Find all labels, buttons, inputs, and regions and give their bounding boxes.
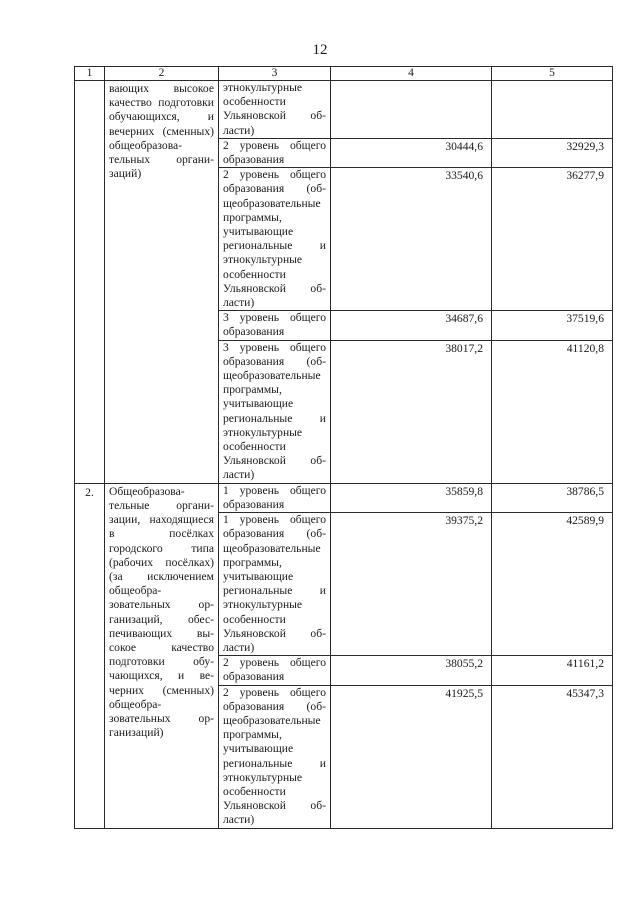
education-level: 1 уровень общего образования (общеобразовательные программы, учитывающие региональные и этнокультурные особенности Ульяновской области) [219, 513, 331, 656]
value-col4: 41925,5 [331, 685, 492, 828]
header-cell: 5 [492, 67, 613, 81]
page-number: 12 [312, 42, 328, 58]
education-level: 1 уровень общего образования [219, 483, 331, 512]
table-row [75, 483, 613, 512]
value-col5: 41161,2 [492, 656, 613, 685]
row-number: 2. [75, 483, 105, 828]
organization-type: вающих высокое качество подготовки обучающихся, и вечерних (сменных) общеобразовательных организаций) [105, 81, 219, 484]
organization-type: Общеобразовательные организации, находящиеся в посёлках городского типа (рабочих посёлках) (за исключением общеобразовательных организаций, обеспечивающих высокое качество подготовки обучающихся, и вечерних (сменных) общеобразовательных организаций) [105, 483, 219, 828]
value-col5: 41120,8 [492, 340, 613, 483]
education-level: 2 уровень общего образования [219, 138, 331, 167]
table-row [75, 81, 613, 139]
education-level: 2 уровень общего образования (общеобразовательные программы, учитывающие региональные и этнокультурные особенности Ульяновской области) [219, 168, 331, 311]
header-cell: 1 [75, 67, 105, 81]
education-level: 2 уровень общего образования (общеобразовательные программы, учитывающие региональные и этнокультурные особенности Ульяновской области) [219, 685, 331, 828]
value-col5: 42589,9 [492, 513, 613, 656]
value-col5: 45347,3 [492, 685, 613, 828]
value-col4 [331, 81, 492, 139]
header-cell: 4 [331, 67, 492, 81]
value-col4: 39375,2 [331, 513, 492, 656]
tariff-table [74, 66, 613, 829]
header-cell: 3 [219, 67, 331, 81]
value-col4: 34687,6 [331, 311, 492, 340]
value-col5: 32929,3 [492, 138, 613, 167]
education-level: 3 уровень общего образования [219, 311, 331, 340]
value-col5: 38786,5 [492, 483, 613, 512]
value-col4: 38055,2 [331, 656, 492, 685]
education-level: 3 уровень общего образования (общеобразовательные программы, учитывающие региональные и этнокультурные особенности Ульяновской области) [219, 340, 331, 483]
value-col4: 38017,2 [331, 340, 492, 483]
value-col5: 37519,6 [492, 311, 613, 340]
value-col5: 36277,9 [492, 168, 613, 311]
value-col4: 30444,6 [331, 138, 492, 167]
table-header-row [75, 67, 613, 81]
value-col5 [492, 81, 613, 139]
value-col4: 33540,6 [331, 168, 492, 311]
header-cell: 2 [105, 67, 219, 81]
row-number [75, 81, 105, 484]
education-level: 2 уровень общего образования [219, 656, 331, 685]
value-col4: 35859,8 [331, 483, 492, 512]
education-level: этнокультурные особенности Ульяновской области) [219, 81, 331, 139]
